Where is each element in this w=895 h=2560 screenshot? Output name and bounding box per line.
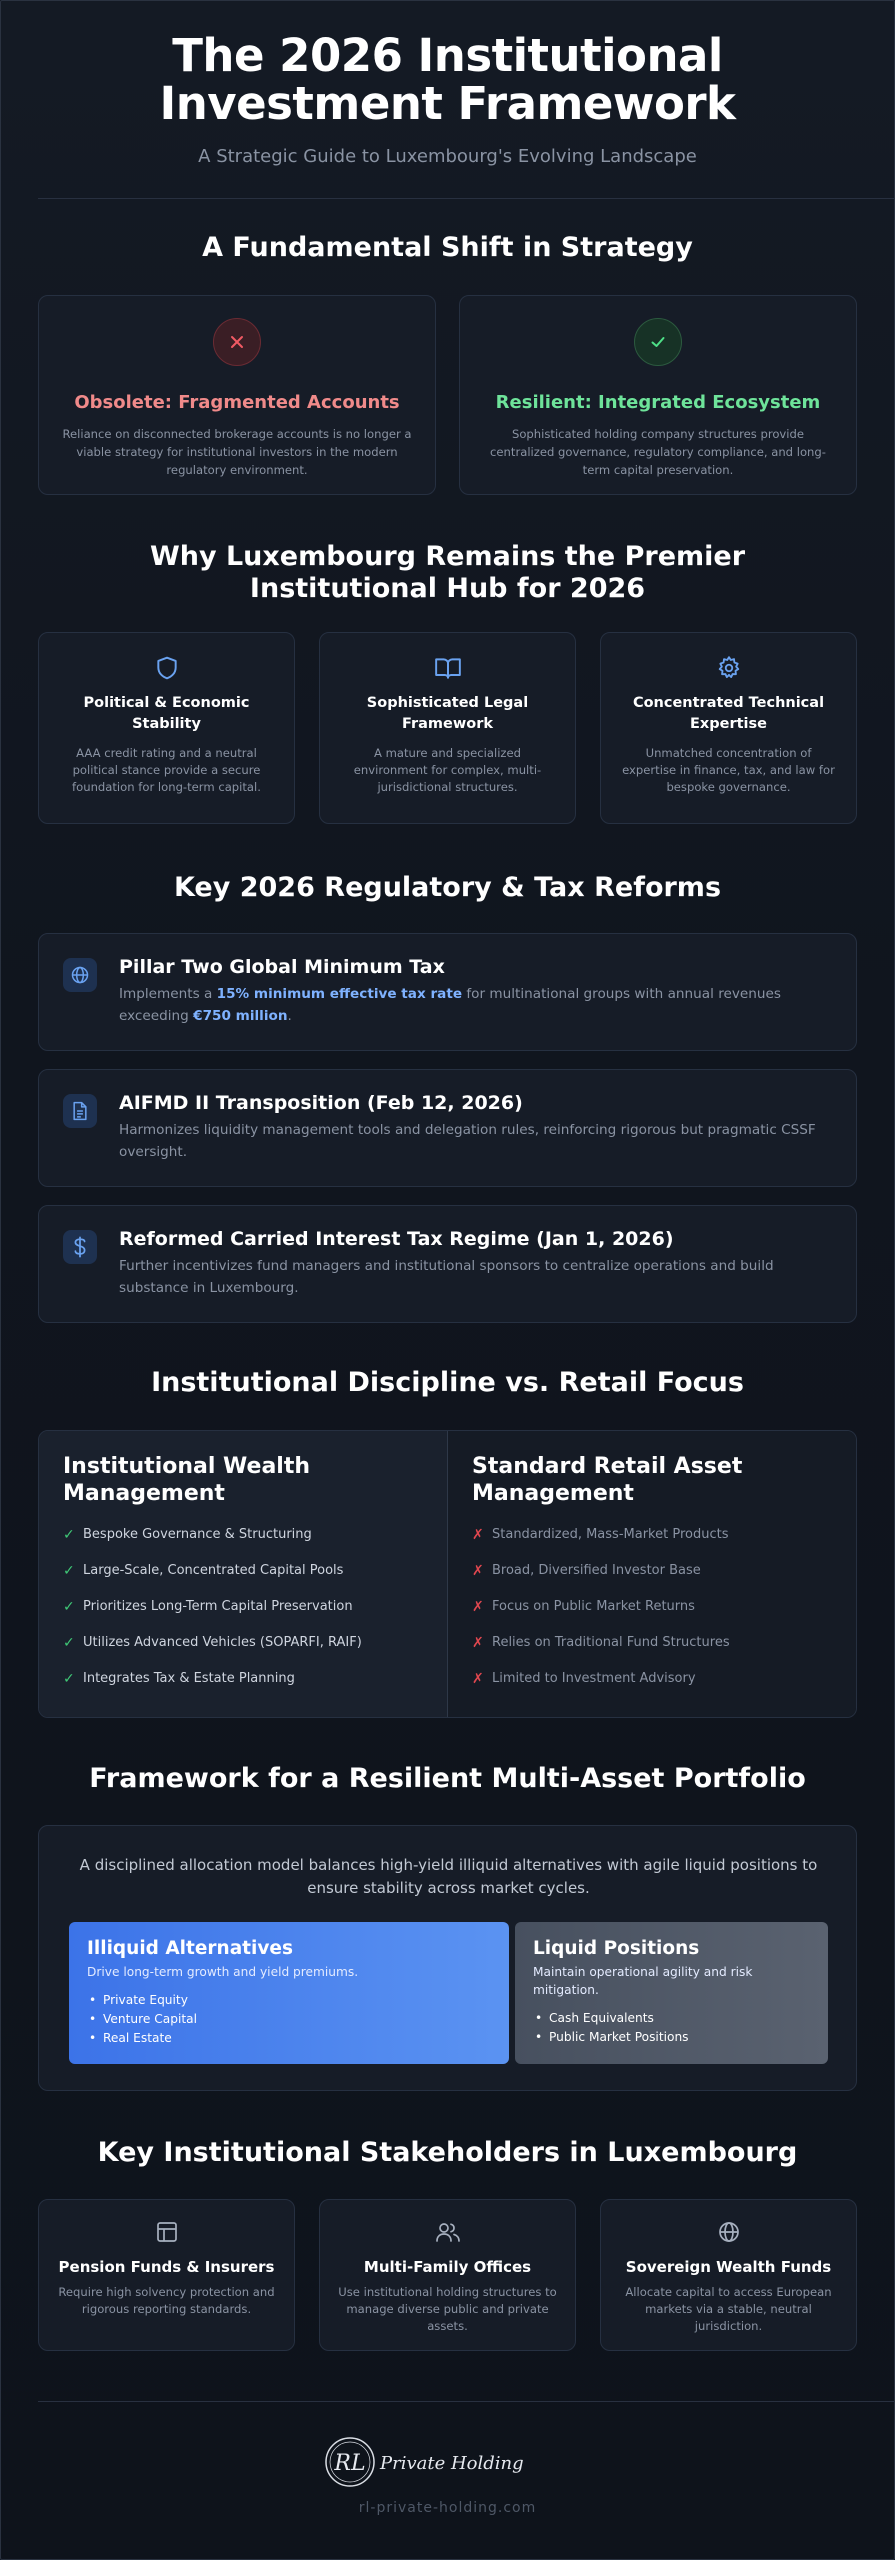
x-icon: ✗ xyxy=(472,1671,484,1687)
reform-text-part: Implements a xyxy=(119,986,217,1002)
reform-text: Harmonizes liquidity management tools and delegation rules, reinforcing rigorous but pragmatic CSSF oversight. xyxy=(119,1122,816,1160)
reform-item-pillar-two xyxy=(38,933,857,1051)
reform-highlight: €750 million xyxy=(193,1008,288,1024)
hub-card-title: Sophisticated Legal Framework xyxy=(366,695,529,732)
stakeholder-cards xyxy=(38,2199,857,2351)
list-item-label: Bespoke Governance & Structuring xyxy=(83,1527,312,1542)
list-item xyxy=(63,1635,423,1671)
list-item xyxy=(472,1563,834,1599)
reform-highlight: 15% minimum effective tax rate xyxy=(216,986,463,1002)
allocation-list xyxy=(533,2009,810,2047)
list-item xyxy=(472,1635,834,1671)
reform-text-part: for multinational groups with annual revenues exceeding xyxy=(119,986,781,1024)
gear-icon xyxy=(621,655,836,681)
portfolio-section xyxy=(38,1763,857,1795)
globe-icon xyxy=(63,958,97,992)
portfolio-panel xyxy=(38,1825,857,2091)
hub-card-text: Unmatched concentration of expertise in finance, tax, and law for bespoke governance. xyxy=(622,746,835,794)
reform-text xyxy=(119,983,834,1027)
list-item xyxy=(63,1599,423,1635)
stakeholder-text: Use institutional holding structures to manage diverse public and private assets. xyxy=(338,2285,557,2333)
page-title: The 2026 Institutional Investment Framework xyxy=(159,29,736,130)
list-item-label: Limited to Investment Advisory xyxy=(492,1671,696,1686)
x-icon: ✗ xyxy=(472,1563,484,1579)
list-item: • Private Equity xyxy=(103,1991,491,2010)
shift-card-text: Reliance on disconnected brokerage accounts is no longer a viable strategy for institutional investors in the modern regulatory environment. xyxy=(62,427,412,477)
compare-list xyxy=(63,1527,423,1707)
list-item: • Venture Capital xyxy=(103,2010,491,2029)
hub-card-stability xyxy=(38,632,295,824)
shift-card-text: Sophisticated holding company structures provide centralized governance, regulatory compliance, and long-term capital preservation. xyxy=(490,427,826,477)
list-item-label: Focus on Public Market Returns xyxy=(492,1599,695,1614)
list-item xyxy=(63,1527,423,1563)
list-item: • Cash Equivalents xyxy=(549,2009,810,2028)
shift-cards xyxy=(38,295,857,495)
hub-card-title: Political & Economic Stability xyxy=(83,695,250,732)
shift-heading: A Fundamental Shift in Strategy xyxy=(202,232,693,263)
book-icon xyxy=(340,655,555,681)
reforms-list xyxy=(38,933,857,1323)
compare-table xyxy=(38,1430,857,1718)
compare-heading: Institutional Discipline vs. Retail Focus xyxy=(151,1367,744,1398)
shift-card-title: Obsolete: Fragmented Accounts xyxy=(74,392,400,413)
list-item xyxy=(472,1599,834,1635)
compare-section xyxy=(38,1367,857,1399)
reforms-section xyxy=(38,872,857,904)
list-item-label: Prioritizes Long-Term Capital Preservation xyxy=(83,1599,353,1614)
reform-title: AIFMD II Transposition (Feb 12, 2026) xyxy=(119,1092,523,1114)
reform-text-part: . xyxy=(287,1008,292,1024)
stakeholder-card-family-offices xyxy=(319,2199,576,2351)
stakeholder-text: Allocate capital to access European markets via a stable, neutral jurisdiction. xyxy=(625,2285,832,2333)
allocation-title: Liquid Positions xyxy=(533,1938,700,1959)
reform-item-aifmd xyxy=(38,1069,857,1187)
compare-column-retail xyxy=(448,1431,857,1718)
brand-logo[interactable] xyxy=(310,2432,610,2492)
x-icon: ✗ xyxy=(472,1599,484,1615)
list-item: • Public Market Positions xyxy=(549,2028,810,2047)
hub-heading: Why Luxembourg Remains the Premier Institutional Hub for 2026 xyxy=(149,541,746,604)
list-item xyxy=(472,1527,834,1563)
header xyxy=(38,29,857,167)
check-icon: ✓ xyxy=(63,1671,75,1687)
reforms-heading: Key 2026 Regulatory & Tax Reforms xyxy=(173,872,722,903)
hub-card-expertise xyxy=(600,632,857,824)
list-item xyxy=(472,1671,834,1707)
users-icon xyxy=(338,2220,557,2244)
allocation-illiquid xyxy=(69,1922,509,2064)
shift-card-title: Resilient: Integrated Ecosystem xyxy=(495,392,821,413)
list-item-label: Standardized, Mass-Market Products xyxy=(492,1527,729,1542)
portfolio-heading: Framework for a Resilient Multi-Asset Portfolio xyxy=(89,1763,806,1794)
stakeholder-title: Multi-Family Offices xyxy=(363,2258,532,2276)
list-item: • Real Estate xyxy=(103,2029,491,2048)
list-item-label: Utilizes Advanced Vehicles (SOPARFI, RAIF) xyxy=(83,1635,362,1650)
list-item xyxy=(63,1563,423,1599)
dollar-icon xyxy=(63,1230,97,1264)
page-subtitle: A Strategic Guide to Luxembourg's Evolving Landscape xyxy=(198,146,697,167)
shift-card-resilient xyxy=(459,295,857,495)
check-icon xyxy=(634,318,682,366)
layout-icon xyxy=(57,2220,276,2244)
list-item-label: Integrates Tax & Estate Planning xyxy=(83,1671,295,1686)
footer-url[interactable]: rl-private-holding.com xyxy=(358,2500,537,2516)
portfolio-intro: A disciplined allocation model balances high-yield illiquid alternatives with agile liquid positions to ensure stability across market cycles. xyxy=(79,1856,818,1897)
document-icon xyxy=(63,1094,97,1128)
x-icon xyxy=(213,318,261,366)
hub-card-title: Concentrated Technical Expertise xyxy=(632,695,825,732)
hub-section xyxy=(38,541,857,605)
allocation-liquid xyxy=(515,1922,828,2064)
allocation-title: Illiquid Alternatives xyxy=(87,1938,293,1959)
logo-emblem xyxy=(310,2432,610,2492)
check-icon: ✓ xyxy=(63,1527,75,1543)
reform-text: Further incentivizes fund managers and institutional sponsors to centralize operations and build substance in Luxembourg. xyxy=(119,1258,774,1296)
compare-card xyxy=(38,1430,857,1718)
check-icon: ✓ xyxy=(63,1599,75,1615)
x-icon: ✗ xyxy=(472,1527,484,1543)
stakeholder-text: Require high solvency protection and rigorous reporting standards. xyxy=(58,2285,275,2316)
compare-column-institutional xyxy=(39,1431,448,1718)
list-item-label: Broad, Diversified Investor Base xyxy=(492,1563,701,1578)
logo-monogram: RL xyxy=(334,2451,366,2476)
x-icon: ✗ xyxy=(472,1635,484,1651)
hub-card-text: A mature and specialized environment for complex, multi-jurisdictional structures. xyxy=(353,746,542,794)
hub-card-text: AAA credit rating and a neutral political stance provide a secure foundation for long-term capital. xyxy=(72,746,261,794)
stakeholder-card-pension xyxy=(38,2199,295,2351)
shift-section xyxy=(38,232,857,264)
stakeholder-title: Pension Funds & Insurers xyxy=(58,2258,275,2276)
reform-title: Pillar Two Global Minimum Tax xyxy=(119,956,445,978)
list-item-label: Relies on Traditional Fund Structures xyxy=(492,1635,730,1650)
compare-column-title: Institutional Wealth Management xyxy=(63,1454,311,1506)
stakeholders-section xyxy=(38,2137,857,2169)
globe-icon xyxy=(619,2220,838,2244)
allocation-subtitle: Maintain operational agility and risk mitigation. xyxy=(533,1965,753,1997)
stakeholder-card-sovereign xyxy=(600,2199,857,2351)
hub-card-legal xyxy=(319,632,576,824)
footer-divider xyxy=(38,2401,895,2402)
list-item xyxy=(63,1671,423,1707)
hub-cards xyxy=(38,632,857,824)
allocation-subtitle: Drive long-term growth and yield premiums. xyxy=(87,1965,359,1979)
stakeholders-heading: Key Institutional Stakeholders in Luxembourg xyxy=(97,2137,798,2168)
list-item-label: Large-Scale, Concentrated Capital Pools xyxy=(83,1563,344,1578)
portfolio-card xyxy=(38,1825,857,2091)
stakeholder-title: Sovereign Wealth Funds xyxy=(625,2258,832,2276)
divider xyxy=(38,198,895,199)
shield-icon xyxy=(59,655,274,681)
reform-item-carried-interest xyxy=(38,1205,857,1323)
check-icon: ✓ xyxy=(63,1635,75,1651)
check-icon: ✓ xyxy=(63,1563,75,1579)
compare-list xyxy=(472,1527,834,1707)
logo-text: Private Holding xyxy=(380,2453,524,2474)
compare-column-title: Standard Retail Asset Management xyxy=(472,1454,743,1506)
reform-title: Reformed Carried Interest Tax Regime (Jan 1, 2026) xyxy=(119,1228,674,1250)
allocation-list xyxy=(87,1991,491,2048)
shift-card-obsolete xyxy=(38,295,436,495)
